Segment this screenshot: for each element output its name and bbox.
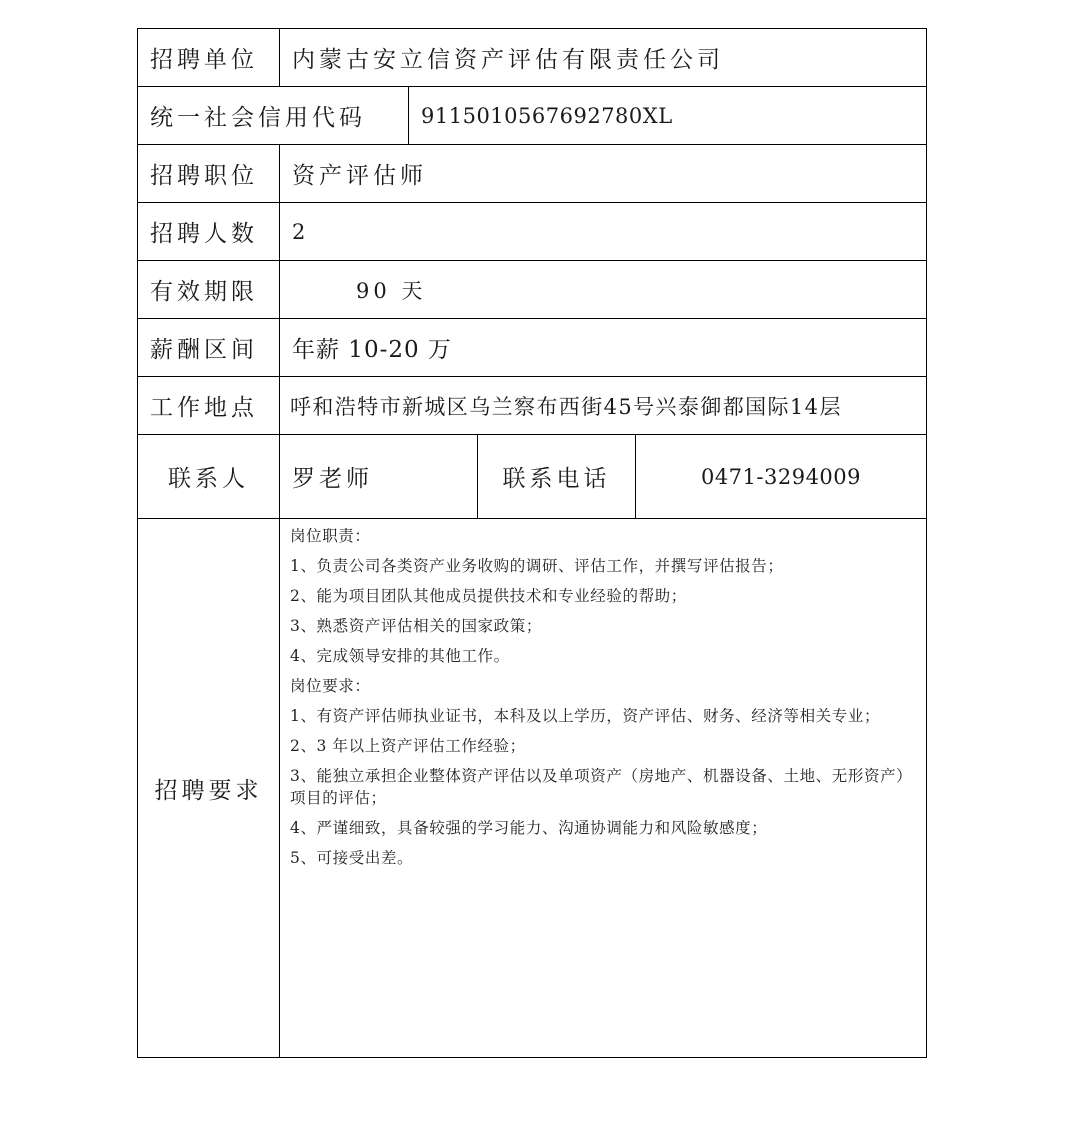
row-salary xyxy=(138,319,926,377)
duty-item: 2、能为项目团队其他成员提供技术和专业经验的帮助； xyxy=(290,587,687,605)
employer-label: 招聘单位 xyxy=(150,47,258,73)
duties-heading: 岗位职责： xyxy=(290,527,371,545)
row-contact xyxy=(138,435,926,519)
phone-value: 0471-3294009 xyxy=(700,464,862,489)
req-item: 3、能独立承担企业整体资产评估以及单项资产（房地产、机器设备、土地、无形资产）项目的评估； xyxy=(290,767,913,807)
req-item: 5、可接受出差。 xyxy=(290,849,414,867)
phone-label: 联系电话 xyxy=(502,466,611,492)
validity-label: 有效期限 xyxy=(150,279,258,305)
row-position xyxy=(138,145,926,203)
duty-item: 3、熟悉资产评估相关的国家政策； xyxy=(290,617,542,635)
reqs-heading: 岗位要求： xyxy=(290,677,371,695)
position-label: 招聘职位 xyxy=(150,163,258,189)
location-value: 呼和浩特市新城区乌兰察布西街45号兴泰御都国际14层 xyxy=(290,394,842,419)
recruitment-table xyxy=(137,28,927,1058)
row-employer xyxy=(138,29,926,87)
contact-label: 联系人 xyxy=(168,466,249,492)
row-location xyxy=(138,377,926,435)
duty-item: 1、负责公司各类资产业务收购的调研、评估工作，并撰写评估报告； xyxy=(290,557,784,575)
row-requirements xyxy=(138,519,926,1057)
salary-value: 年薪 10-20 万 xyxy=(292,337,452,363)
row-validity xyxy=(138,261,926,319)
location-label: 工作地点 xyxy=(150,395,258,421)
credit-code-label: 统一社会信用代码 xyxy=(150,105,366,131)
salary-label: 薪酬区间 xyxy=(150,337,258,363)
requirements-label: 招聘要求 xyxy=(154,777,263,804)
credit-code-value: 9115010567692780XL xyxy=(421,103,673,128)
req-item: 2、3 年以上资产评估工作经验； xyxy=(290,737,526,755)
duty-item: 4、完成领导安排的其他工作。 xyxy=(290,647,510,665)
validity-value: 90 天 xyxy=(356,278,427,303)
position-value: 资产评估师 xyxy=(292,163,427,189)
req-item: 4、严谨细致，具备较强的学习能力、沟通协调能力和风险敏感度； xyxy=(290,819,768,837)
req-item: 1、有资产评估师执业证书，本科及以上学历，资产评估、财务、经济等相关专业； xyxy=(290,707,881,725)
headcount-value: 2 xyxy=(292,219,307,244)
row-headcount xyxy=(138,203,926,261)
headcount-label: 招聘人数 xyxy=(150,221,258,247)
contact-value: 罗老师 xyxy=(292,466,373,492)
requirements-body xyxy=(279,519,926,1057)
employer-value: 内蒙古安立信资产评估有限责任公司 xyxy=(292,47,724,73)
row-credit-code xyxy=(138,87,926,145)
